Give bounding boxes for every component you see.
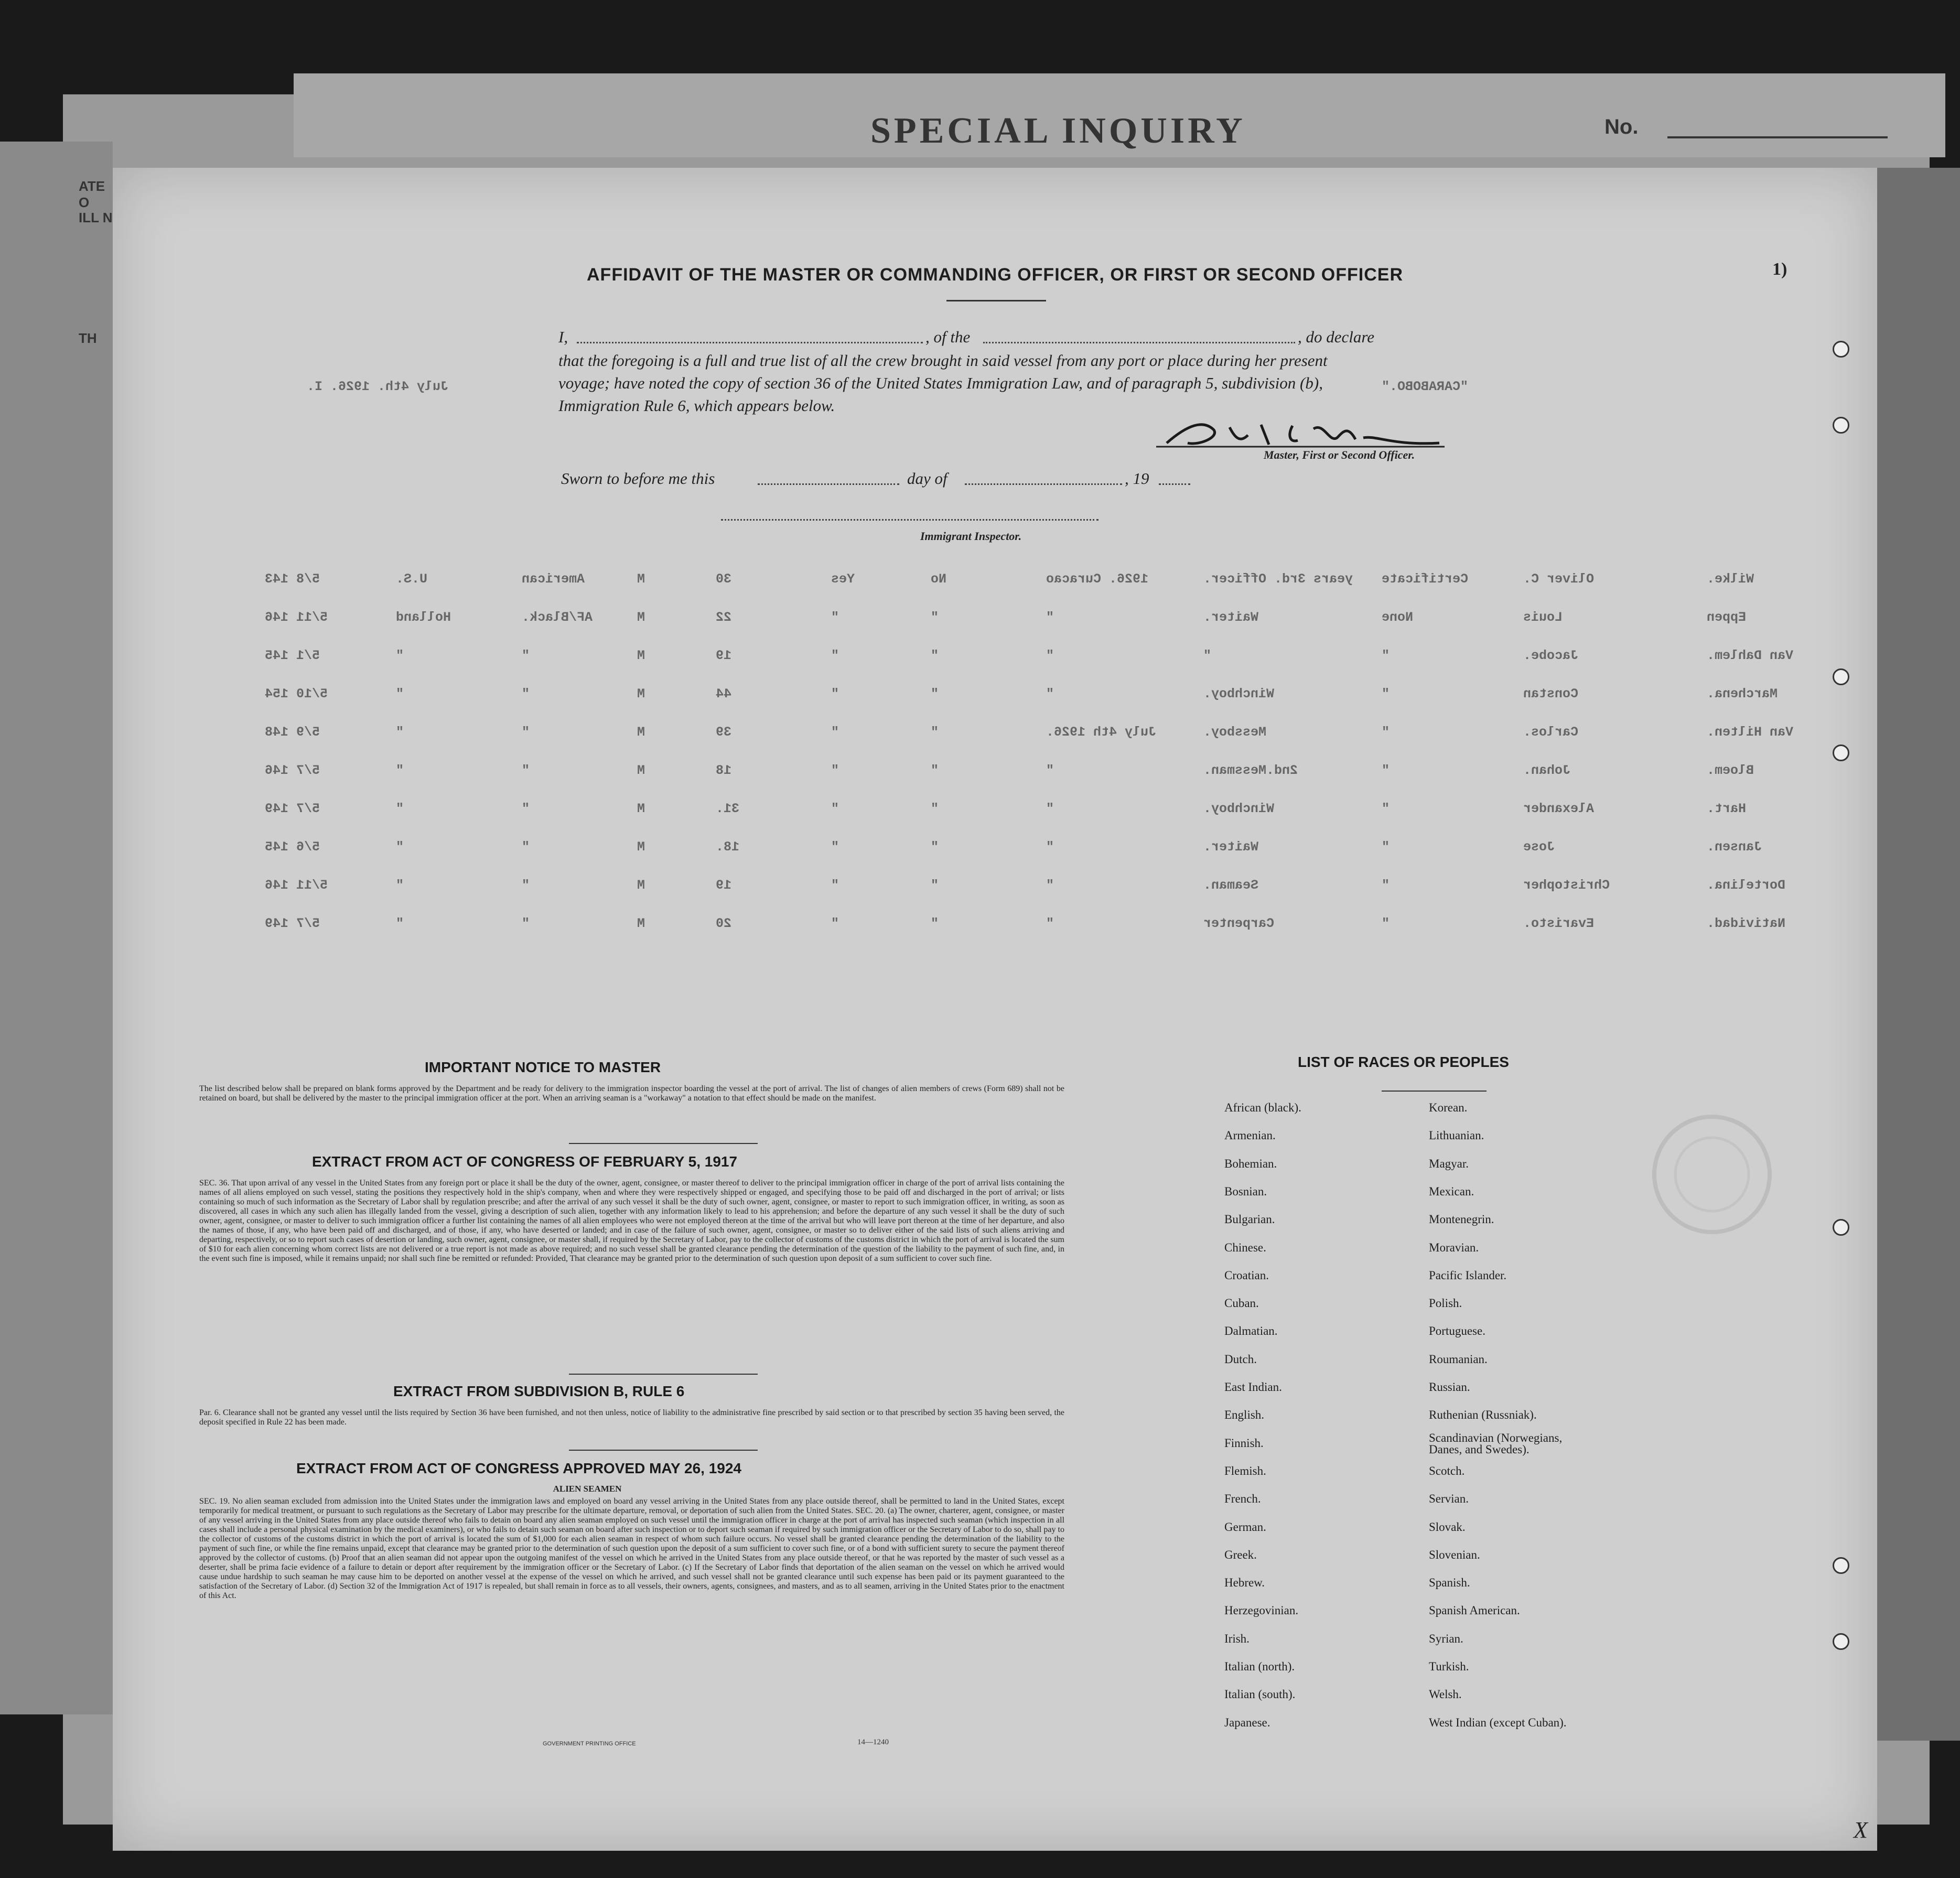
race-item: Japanese.	[1224, 1716, 1270, 1729]
bleed-cell: Messboy.	[1203, 725, 1267, 740]
bleed-cell: "	[522, 839, 530, 855]
bleed-cell: Carlos.	[1523, 725, 1579, 740]
race-item: Italian (south).	[1224, 1688, 1296, 1701]
race-item: Montenegrin.	[1429, 1213, 1494, 1226]
bleed-cell: "	[396, 916, 404, 931]
race-item: Flemish.	[1224, 1464, 1266, 1477]
underlying-sheet-title: SPECIAL INQUIRY	[870, 111, 1246, 151]
bleed-cell: "	[931, 686, 939, 701]
declare-end: , do declare	[1298, 328, 1375, 346]
race-item: Finnish.	[1224, 1437, 1264, 1450]
inspector-label: Immigrant Inspector.	[920, 530, 1022, 543]
bleed-cell: Waiter.	[1203, 839, 1259, 855]
sworn-month-blank	[965, 483, 1122, 485]
sworn-start: Sworn to before me this	[561, 469, 715, 488]
bleed-cell: AF/Black.	[522, 610, 593, 625]
race-item: Spanish American.	[1429, 1604, 1520, 1617]
title-rule	[946, 300, 1046, 301]
race-item: East Indian.	[1224, 1380, 1282, 1394]
rule6-title: EXTRACT FROM SUBDIVISION B, RULE 6	[393, 1383, 685, 1399]
bleed-cell: "	[831, 839, 839, 855]
bleed-cell: "	[1046, 916, 1054, 931]
race-item: West Indian (except Cuban).	[1429, 1716, 1567, 1729]
corner-mark: X	[1854, 1817, 1868, 1843]
bleed-cell: M	[637, 571, 645, 587]
bleed-cell: "	[1046, 686, 1054, 701]
punch-hole	[1833, 1219, 1849, 1236]
race-item: Croatian.	[1224, 1269, 1269, 1282]
bleed-cell: "	[931, 610, 939, 625]
bleed-cell: Wilke.	[1707, 571, 1754, 587]
bleed-cell: 5/6 145	[265, 839, 320, 855]
bleed-cell: 5/8 143	[265, 571, 320, 587]
punch-hole	[1833, 668, 1849, 685]
bleed-cell: "	[1046, 839, 1054, 855]
bleed-cell: "	[931, 916, 939, 931]
race-item: African (black).	[1224, 1101, 1301, 1114]
bleed-cell: "	[1046, 763, 1054, 778]
inspector-blank	[721, 519, 1099, 521]
bleed-cell: Bloem.	[1707, 763, 1754, 778]
bleed-cell: "	[931, 648, 939, 663]
name-blank	[577, 342, 923, 343]
underlying-sheet-header	[294, 73, 1945, 157]
race-item: Magyar.	[1429, 1157, 1469, 1170]
punch-hole	[1833, 417, 1849, 434]
race-item: Spanish.	[1429, 1576, 1470, 1589]
bleed-cell: M	[637, 648, 645, 663]
bleed-cell: "	[522, 916, 530, 931]
bleed-cell: "	[1046, 801, 1054, 816]
bleed-cell: Waiter.	[1203, 610, 1259, 625]
bleed-cell: "	[522, 686, 530, 701]
bleed-cell: 5/7 146	[265, 763, 320, 778]
bleed-cell: "	[931, 839, 939, 855]
bleed-cell: Eppen	[1707, 610, 1747, 625]
bleed-cell: U.S.	[396, 571, 428, 587]
underlying-no-label: No.	[1604, 115, 1639, 138]
page-mark: 1)	[1772, 260, 1787, 279]
bleed-date: July 4th. 1926. I.	[307, 379, 449, 394]
bleed-cell: Louis	[1523, 610, 1563, 625]
underlying-no-line	[1667, 136, 1888, 138]
race-item: Slovenian.	[1429, 1548, 1480, 1561]
section-rule	[569, 1450, 758, 1451]
bleed-cell: "	[522, 725, 530, 740]
rule6-text: Par. 6. Clearance shall not be granted any vessel until the lists required by Section 36 have been furnished, and not then unless, notice of liability to the administrative fine prescribed by said section or to that prescribed by section 35 having been served, the deposit specified in Rule 22 has been made.	[199, 1408, 1064, 1427]
right-edge-strip	[1877, 168, 1960, 1741]
sworn-day-blank	[758, 483, 899, 485]
bleed-cell: Winchboy.	[1203, 686, 1275, 701]
bleed-cell: "	[931, 763, 939, 778]
race-item: Slovak.	[1429, 1520, 1466, 1534]
bleed-vessel-name: "CARABOBO."	[1382, 379, 1469, 394]
bleed-cell: "	[396, 686, 404, 701]
bleed-cell: "	[831, 648, 839, 663]
race-item: Dutch.	[1224, 1353, 1257, 1366]
bleed-cell: 2nd.Messman.	[1203, 763, 1298, 778]
bleed-cell: Alexander	[1523, 801, 1595, 816]
bleed-cell: M	[637, 686, 645, 701]
faint-stamp	[1644, 1106, 1780, 1243]
bleed-cell: "	[831, 686, 839, 701]
bleed-cell: "	[1382, 648, 1390, 663]
bleed-cell: "	[1382, 839, 1390, 855]
bleed-cell: Evaristo.	[1523, 916, 1595, 931]
bleed-cell: "	[931, 878, 939, 893]
bleed-cell: "	[1382, 801, 1390, 816]
race-item: Servian.	[1429, 1492, 1469, 1505]
race-item: Lithuanian.	[1429, 1129, 1484, 1142]
bleed-cell: "	[1382, 725, 1390, 740]
bleed-cell: Jose	[1523, 839, 1555, 855]
race-item: Ruthenian (Russniak).	[1429, 1408, 1537, 1421]
bleed-cell: years 3rd. Officer.	[1203, 571, 1353, 587]
declare-of-the: , of the	[925, 328, 971, 346]
race-item: Bosnian.	[1224, 1185, 1267, 1198]
race-item: German.	[1224, 1520, 1266, 1534]
bleed-cell: 1926. Curacao	[1046, 571, 1149, 587]
affidavit-title: AFFIDAVIT OF THE MASTER OR COMMANDING OFFICER, OR FIRST OR SECOND OFFICER	[587, 265, 1403, 285]
bleed-cell: "	[1046, 878, 1054, 893]
bleed-cell: "	[831, 725, 839, 740]
extract-1924-subtitle: ALIEN SEAMEN	[553, 1484, 622, 1494]
bleed-cell: "	[831, 610, 839, 625]
bleed-cell: "	[396, 648, 404, 663]
sworn-year-blank	[1159, 483, 1190, 485]
bleed-cell: M	[637, 725, 645, 740]
race-item: Bulgarian.	[1224, 1213, 1275, 1226]
race-item: Armenian.	[1224, 1129, 1276, 1142]
bleed-cell: "	[396, 839, 404, 855]
race-item: Herzegovinian.	[1224, 1604, 1299, 1617]
bleed-cell: Marchena.	[1707, 686, 1778, 701]
declare-line-2: that the foregoing is a full and true list of all the crew brought in said vessel from any port or place during her present	[558, 351, 1328, 370]
bleed-cell: Van Hilten.	[1707, 725, 1794, 740]
extract-1924-text: SEC. 19. No alien seaman excluded from admission into the United States under the immigration laws and employed on board any vessel arriving in the United States from any place outside thereof, shall be permitted to land in the United States, except temporarily for medical treatment, or pursuant to such regulations as the Secretary of Labor may prescribe for the ultimate departure, removal, or deportation of such alien from the United States. SEC. 20. (a) The owner, charterer, agent, consignee, or master of any vessel arriving in the United States from any place outside thereof who fails to detain on board any alien seaman employed on such vessel until the immigration officer in charge at the port of arrival has inspected such seaman (which inspection in all cases shall include a personal physical examination by the medical examiners), or who fails to detain such seaman on board after such inspection or to deport such seaman if required by such immigration officer or the Secretary of Labor to do so, shall pay to the collector of customs of the customs district in which the port of arrival is located the sum of $1,000 for each alien seaman in respect of whom such failure occurs. No vessel shall be granted clearance pending the determination of the liability to the payment of such fine, or while the fine remains unpaid, except that clearance may be granted prior to the determination of such question upon the deposit of a sum sufficient to cover such fine, or of a bond with sufficient surety to secure the payment thereof approved by the collector of customs. (b) Proof that an alien seaman did not appear upon the outgoing manifest of the vessel on which he arrived in the United States from any place outside thereof, or that he was reported by the master of such vessel as a deserter, shall be prima facie evidence of a failure to detain or deport after requirement by the immigration officer or the Secretary of Labor. (c) If the Secretary of Labor finds that deportation of the alien seaman on the vessel on which he arrived would cause undue hardship to such seaman he may cause him to be deported on another vessel at the expense of the vessel on which he arrived, and such vessel shall not be granted clearance until such expense has been paid or its payment guaranteed to the satisfaction of the Secretary of Labor. (d) Section 32 of the Immigration Act of 1917 is repealed, but shall remain in force as to all vessels, their owners, agents, consignees, and masters, and as to all seamen, arriving in the United States prior to the enactment of this Act.	[199, 1497, 1064, 1600]
race-item: Dalmatian.	[1224, 1324, 1278, 1337]
bleed-cell: 5/7 149	[265, 801, 320, 816]
race-item: Polish.	[1429, 1297, 1462, 1310]
bleed-cell: 31.	[716, 801, 740, 816]
punch-hole	[1833, 341, 1849, 358]
bleed-cell: Certificate	[1382, 571, 1469, 587]
bleed-cell: Natividad.	[1707, 916, 1786, 931]
bleed-cell: Carpenter	[1203, 916, 1275, 931]
bleed-cell: "	[396, 801, 404, 816]
race-item: Greek.	[1224, 1548, 1257, 1561]
bleed-cell: Holland	[396, 610, 451, 625]
bleed-cell: 5/1 145	[265, 648, 320, 663]
bleed-cell: "	[522, 648, 530, 663]
race-item: Russian.	[1429, 1380, 1470, 1394]
section-rule	[569, 1374, 758, 1375]
declare-line-3: voyage; have noted the copy of section 36 of the United States Immigration Law, and of paragraph 5, subdivision (b),	[558, 374, 1323, 392]
bleed-cell: "	[831, 878, 839, 893]
bleed-cell: "	[931, 725, 939, 740]
bleed-cell: American	[522, 571, 585, 587]
race-item: Korean.	[1429, 1101, 1468, 1114]
races-title: LIST OF RACES OR PEOPLES	[1298, 1054, 1509, 1070]
bleed-cell: Seaman.	[1203, 878, 1259, 893]
race-item: Irish.	[1224, 1632, 1250, 1645]
race-item: Welsh.	[1429, 1688, 1462, 1701]
bleed-cell: 39	[716, 725, 732, 740]
bleed-cell: "	[522, 801, 530, 816]
race-item: Mexican.	[1429, 1185, 1474, 1198]
bleed-cell: "	[931, 801, 939, 816]
bleed-cell: Winchboy.	[1203, 801, 1275, 816]
race-item: Hebrew.	[1224, 1576, 1265, 1589]
bleed-cell: M	[637, 839, 645, 855]
bleed-cell: 18	[716, 763, 732, 778]
bleed-cell: "	[831, 916, 839, 931]
race-item: Bohemian.	[1224, 1157, 1277, 1170]
punch-hole	[1833, 1557, 1849, 1574]
extract-1917-text: SEC. 36. That upon arrival of any vessel in the United States from any foreign port or place it shall be the duty of the owner, agent, consignee, or master thereof to deliver to the principal immigration officer in charge of the port of arrival lists containing the names of all aliens employed on such vessel, stating the positions they respectively hold in the ship's company, when and where they were respectively shipped or engaged, and specifying those to be paid off and discharged in the port of arrival; or lists containing so much of such information as the Secretary of Labor shall by regulation prescribe; and after the arrival of any such vessel it shall be the duty of such owner, agent, consignee, or master to report to such immigration officer, in writing, as soon as discovered, all cases in which any such alien has illegally landed from the vessel, giving a description of such alien, together with any information likely to lead to his apprehension; and before the departure of any such vessel it shall be the duty of such owner, agent, consignee, or master to deliver to such immigration officer a further list containing the names of all alien employees who were not employed thereon at the time of the arrival but who will leave port thereon at the time of her departure, and also the names of those, if any, who have been paid off and discharged, and of those, if any, who have deserted or landed; and in case of the failure of such owner, agent, consignee, or master so to deliver either of the said lists of such aliens arriving and departing, respectively, or so to report such cases of desertion or landing, such owner, agent, consignee, or master shall, if required by the Secretary of Labor, pay to the collector of customs of the customs district in which the port of arrival is located the sum of $10 for each alien concerning whom correct lists are not delivered or a true report is not made as above required; and no such vessel shall be granted clearance pending the determination of the question of the liability to the payment of such fine, and, in the event such fine is imposed, while it remains unpaid; nor shall such fine be remitted or refunded: Provided, That clearance may be granted prior to the determination of such question upon deposit of a sum sufficient to cover such fine.	[199, 1179, 1064, 1263]
bleed-cell: "	[1382, 916, 1390, 931]
race-item: Portuguese.	[1429, 1324, 1485, 1337]
bleed-cell: No	[931, 571, 947, 587]
bleed-cell: "	[831, 801, 839, 816]
extract-1917-title: EXTRACT FROM ACT OF CONGRESS OF FEBRUARY 5, 1917	[312, 1153, 738, 1170]
races-rule	[1382, 1091, 1487, 1092]
bleed-cell: 5/10 154	[265, 686, 328, 701]
notice-title: IMPORTANT NOTICE TO MASTER	[425, 1059, 661, 1075]
bleed-cell: M	[637, 878, 645, 893]
left-edge-label: TH	[79, 330, 97, 346]
bleed-cell: "	[522, 878, 530, 893]
sworn-mid: day of	[907, 469, 947, 488]
bleed-cell: Oliver C.	[1523, 571, 1595, 587]
bleed-cell: "	[1046, 648, 1054, 663]
extract-1924-title: EXTRACT FROM ACT OF CONGRESS APPROVED MAY 26, 1924	[296, 1460, 741, 1476]
bleed-cell: "	[396, 725, 404, 740]
bleed-cell: Christopher	[1523, 878, 1610, 893]
vessel-blank	[983, 342, 1295, 343]
printer-credit: GOVERNMENT PRINTING OFFICE	[543, 1741, 636, 1747]
bleed-cell: "	[1382, 878, 1390, 893]
bleed-cell: 20	[716, 916, 732, 931]
bleed-cell: "	[396, 878, 404, 893]
race-item: Scandinavian (Norwegians, Danes, and Swedes).	[1429, 1431, 1563, 1456]
race-item: Italian (north).	[1224, 1660, 1295, 1673]
bleed-cell: 19	[716, 648, 732, 663]
bleed-cell: July 4th 1926.	[1046, 725, 1157, 740]
bleed-cell: "	[831, 763, 839, 778]
race-item: Roumanian.	[1429, 1353, 1488, 1366]
race-item: English.	[1224, 1408, 1265, 1421]
race-item: Turkish.	[1429, 1660, 1469, 1673]
bleed-cell: Dortelina.	[1707, 878, 1786, 893]
bleed-cell: Jacobe.	[1523, 648, 1579, 663]
declare-i: I,	[558, 328, 568, 346]
left-edge-label: ATE O	[79, 178, 105, 210]
punch-hole	[1833, 744, 1849, 761]
bleed-cell: 5/11 146	[265, 878, 328, 893]
bleed-cell: Yes	[831, 571, 855, 587]
bleed-cell: "	[522, 763, 530, 778]
bleed-cell: Johan.	[1523, 763, 1571, 778]
bleed-cell: "	[1203, 648, 1212, 663]
bleed-cell: "	[1046, 610, 1054, 625]
bleed-cell: Constan	[1523, 686, 1579, 701]
signature-label: Master, First or Second Officer.	[1264, 448, 1415, 461]
bleed-cell: Van Dahlem.	[1707, 648, 1794, 663]
race-item: Scotch.	[1429, 1464, 1465, 1477]
bleed-cell: None	[1382, 610, 1414, 625]
race-item: Cuban.	[1224, 1297, 1259, 1310]
affidavit-page	[113, 168, 1877, 1851]
bleed-cell: 18.	[716, 839, 740, 855]
left-edge-label: ILL N	[79, 210, 113, 225]
bleed-cell: 19	[716, 878, 732, 893]
bleed-cell: 5/11 146	[265, 610, 328, 625]
bleed-cell: M	[637, 916, 645, 931]
bleed-cell: "	[1382, 686, 1390, 701]
bleed-cell: "	[396, 763, 404, 778]
left-edge-strip	[0, 142, 113, 1714]
bleed-cell: Hart.	[1707, 801, 1747, 816]
form-number: 14—1240	[857, 1738, 889, 1746]
punch-hole	[1833, 1633, 1849, 1650]
bleed-cell: 30	[716, 571, 732, 587]
sworn-end: , 19	[1125, 469, 1149, 488]
declare-line-4: Immigration Rule 6, which appears below.	[558, 396, 835, 415]
bleed-cell: M	[637, 610, 645, 625]
bleed-cell: M	[637, 801, 645, 816]
race-item: Chinese.	[1224, 1241, 1266, 1254]
bleed-cell: 44	[716, 686, 732, 701]
race-item: Moravian.	[1429, 1241, 1479, 1254]
notice-text: The list described below shall be prepared on blank forms approved by the Department and be ready for delivery to the immigration inspector boarding the vessel at the port of arrival. The list of changes of alien members of crews (Form 689) shall not be retained on board, but shall be delivered by the master to the principal immigration officer at the port. When an arriving seaman is a "workaway" a notation to that effect should be made on the manifest.	[199, 1084, 1064, 1103]
bleed-cell: 5/7 149	[265, 916, 320, 931]
section-rule	[569, 1143, 758, 1144]
bleed-cell: Jansen.	[1707, 839, 1762, 855]
race-item: Pacific Islander.	[1429, 1269, 1507, 1282]
bleed-cell: 22	[716, 610, 732, 625]
race-item: Syrian.	[1429, 1632, 1463, 1645]
bleed-cell: "	[1382, 763, 1390, 778]
race-item: French.	[1224, 1492, 1261, 1505]
bleed-cell: M	[637, 763, 645, 778]
bleed-cell: 5/9 148	[265, 725, 320, 740]
